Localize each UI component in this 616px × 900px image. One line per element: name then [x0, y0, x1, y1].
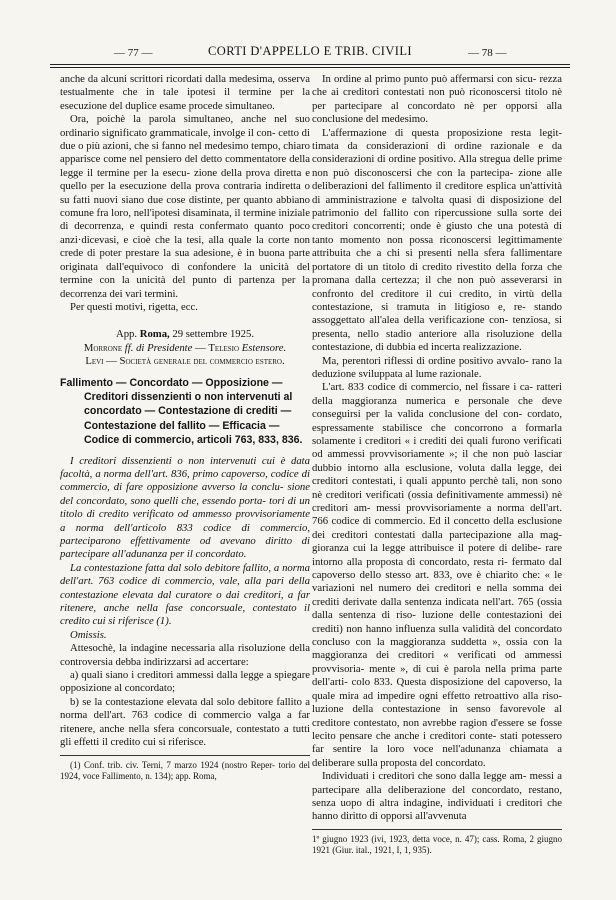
text-line: contestato il credito cui si riferisce (1).	[60, 602, 310, 628]
judges-separator: —	[195, 341, 206, 354]
paragraph-intro	[60, 73, 310, 113]
text-line: tenziosa, si presenta, nello stadio anteriore alla	[312, 314, 562, 340]
text-line: decorrenza, e quindi resta confermato quanto poco	[74, 220, 310, 233]
text-line: luzione della contestazione in senso favorevole al	[312, 703, 562, 716]
text-line: e nella somma dei crediti derivate dalla sentenza	[312, 582, 562, 608]
decision-parties: Levi — Società generale del commercio estero.	[85, 355, 285, 368]
text-line: creditore contestato, non avrebbe ragion d'essere	[312, 716, 528, 729]
text-line: non possa riconoscersi legittimamente attribuita che	[312, 233, 562, 260]
item-a	[60, 669, 310, 696]
text-line: Codice di commercio, articoli 763, 833, 836.	[84, 434, 303, 447]
text-line: se fosse lecito pensare che anche i creditori conte-	[312, 716, 562, 742]
text-line: rano la deduzione sviluppata al lume razionale.	[312, 354, 563, 380]
text-line: ripercussione sulla sorte dei creditori concorrenti;	[312, 207, 562, 233]
text-line: ratteri della maggioranza numerica e personale che	[312, 381, 562, 407]
text-line: (1) Conf. trib. civ. Terni, 7 marzo 1924 (nostro Reper-	[70, 759, 279, 770]
text-line: provvisoriamente a norma dell'articolo 833 codice di	[60, 508, 310, 534]
text-line: a chi si presenti nella sfera fallimentare portatore	[312, 247, 562, 273]
text-line: L'affermazione di questa proposizione resta legit-	[322, 126, 562, 139]
text-line: che non può lasciar dubbio intorno alla esclusione,	[312, 448, 562, 474]
text-line: buona parte originata dall'equivoco di confondere	[60, 247, 310, 273]
text-line: valga a far ritenere, anche nella sfera concorsuale,	[60, 709, 310, 735]
text-line: mira ad impedire ogni effetto retroattivo alla riso-	[339, 689, 562, 702]
text-line: pari della contestazione elevata dal curatore o dai	[60, 575, 311, 601]
text-line: fermato dal capoverso dello stesso art. 833, ove è	[312, 555, 562, 582]
text-line: tori di un titolo di credito verificato od ammesso	[60, 494, 310, 521]
text-line: luzione delle contestazioni dei crediti) non hanno	[312, 609, 563, 635]
text-line: i creditori che hanno diritto di opporsi all'avvenuta	[312, 796, 562, 823]
page-number-right: — 78 —	[468, 47, 507, 59]
text-line: quasi di disposizione del patrimonio del fallito con	[312, 193, 562, 220]
text-line: L'art. 833 codice di commercio, nel fissare i ca-	[322, 381, 537, 394]
text-line: furono verificati od ammessi provvisoriamente »; il	[312, 434, 562, 461]
text-line: due cose distinte, per quanto abbiano comune fra	[60, 193, 310, 220]
text-line: In ordine al primo punto può affermarsi con sicu-	[322, 73, 540, 85]
text-line: Contestazione del fallito — Efficacia —	[84, 419, 280, 432]
decision-date: 29 settembre 1925.	[172, 328, 255, 341]
page-header	[50, 44, 570, 64]
estensore-name: Telesio	[208, 341, 240, 354]
text-line: esplica un'attività di amministrazione e talvolta	[312, 180, 562, 206]
headnote-1	[60, 455, 310, 562]
court-city: Roma,	[139, 328, 170, 341]
text-line: gioranza cui la legge attribuisce il potere di delibe-	[312, 542, 546, 555]
running-title: CORTI D'APPELLO E TRIB. CIVILI	[208, 44, 412, 58]
text-line: Creditori dissenzienti o non intervenuti al	[84, 390, 293, 403]
text-line: tempo, chiaro apparisce come nel pensiero del detto	[60, 140, 311, 166]
header-rule-top	[50, 64, 570, 65]
text-line: La contestazione fatta dal solo debitore fallito, a	[70, 561, 283, 574]
text-line: Attesochè, la indagine necessaria alla risoluzione	[70, 642, 290, 655]
text-line: per la esecuzione del duplice esame procede	[60, 86, 310, 112]
subject-continuation	[60, 390, 310, 448]
text-line: alla conclusione del medesimo.	[312, 99, 562, 126]
text-line: a spiegare opposizione al concordato;	[60, 669, 310, 695]
text-line: anzi·dicevasi, e cioè che la tesi, alla quale la corte	[60, 233, 294, 246]
text-line: osserva testualmente che in tale ipotesi il termine	[60, 73, 310, 99]
text-line: Ora, poichè la parola simultaneo, anche nel suo	[70, 113, 310, 126]
decision-judges-line	[60, 342, 310, 355]
text-line: anche da alcuni scrittori ricordati dalla medesima,	[60, 73, 278, 85]
headnotes	[60, 455, 310, 629]
text-line: indicata nell'art. 765 (ossia dalla sentenza di riso-	[312, 595, 563, 622]
text-line: messi a partecipare alla deliberazione del concordato,	[312, 770, 562, 796]
page-number-left: — 77 —	[114, 47, 153, 59]
text-line: mente », di cui è parola nella prima parte dell'arti-	[312, 662, 562, 689]
text-line: zione alle deliberazioni del fallimento il creditore	[312, 166, 562, 193]
text-line: della prova contraria indiretta o su fatti nuovi siano	[60, 180, 310, 206]
text-line: di un titolo di credito rivestito della forza che	[354, 260, 562, 273]
paragraph-ora	[60, 113, 310, 301]
text-line: rare intorno alla proposta di concordato, resta ri-	[312, 542, 562, 568]
text-line: dei creditori « verificati od ammessi provvisoria-	[312, 649, 562, 675]
paragraph-primo-punto	[312, 73, 562, 127]
footnote-rule	[60, 755, 310, 756]
text-line: partenza per la decorrenza dei vari termini.	[60, 274, 310, 300]
decision-court-line	[60, 328, 310, 341]
text-line: commentatore della legge il termine per la esecu-	[60, 153, 310, 179]
text-line: I creditori dissenzienti o non intervenuti cui è data	[70, 454, 310, 467]
text-line: non crede di poter prestare la sua adesione, è in	[60, 233, 310, 260]
text-line: della controversia debba indirizzarsi ad accertare:	[60, 642, 310, 668]
text-line: in confronto del creditore il cui credito, in virtù	[312, 274, 562, 300]
text-line: titolo nè per partecipare al concordato nè per opporsi	[312, 86, 563, 112]
paragraph-perentori	[312, 355, 562, 382]
text-line: prime non può disconoscersi che con la partecipa-	[312, 153, 562, 179]
text-line: 2 giugno 1921 (Giur. ital., 1921, I, 1, 935).	[312, 833, 562, 855]
text-line: rezza che ai creditori contestati non può riconoscersi	[312, 73, 562, 99]
text-line: colo 833. Questa disposizione del capoverso, la quale	[312, 676, 562, 702]
headnote-2	[60, 562, 310, 629]
subject-first-line: Fallimento — Concordato — Opposizione —	[60, 376, 283, 389]
text-line: deve conseguirsi per la valida conclusione del con-	[312, 394, 562, 421]
text-line: di commercio, di fare opposizione avverso la conclu-	[60, 467, 310, 494]
text-line: formarla solamente i creditori « i crediti dei quali	[312, 421, 562, 447]
text-line: della contestazione, si tramuta in litigioso e, re-	[312, 287, 562, 313]
paragraph-affermazione	[312, 127, 562, 355]
text-line: chiarito che: « le variazioni nel numero dei creditori	[312, 569, 562, 595]
text-line: voluta dalla legge, dei creditori contestati, i quali	[312, 461, 562, 488]
estensore-role: Estensore.	[241, 341, 287, 354]
text-line: cordato, espressamente stabilisce che concorrono a	[312, 408, 562, 434]
text-line: sione del concordato, sono quelli che, essendo porta-	[60, 481, 310, 507]
text-line: creditori contestati dalla partecipazione alla mag-	[331, 528, 562, 541]
text-line: Ma, perentori riflessi di ordine positivo avvalo-	[322, 354, 532, 367]
text-line: b) se la contestazione elevata dal solo debitore	[70, 695, 277, 708]
header-rule-bottom	[50, 67, 570, 68]
text-line: appunto perchè tali, non sono nè creditori verificati	[312, 475, 562, 501]
text-line: diritto di partecipare all'adunanza per il concordato.	[60, 535, 310, 561]
text-line: fallito a norma dell'art. 763 codice di commercio	[60, 695, 310, 722]
text-line: restano, senza uopo di altra indagine, individuati	[312, 783, 562, 809]
text-line: chiamata a deliberare sulla proposta del concordato.	[312, 743, 562, 769]
text-line: contestato a tutti gli effetti il credito cui si riferisce.	[60, 722, 311, 749]
paragraph-art-833	[312, 381, 562, 770]
text-line: norma dell'art. 763 codice di commercio, vale, alla	[60, 561, 310, 588]
text-line: stati potessero far sentire la loro voce nell'adunanza	[312, 729, 562, 756]
text-line: risoluzione della contestazione, di dubbia ed incerta	[312, 327, 562, 354]
footnote-rule-right	[312, 829, 562, 830]
text-line: commercio, parteciparono effettivamente od avevano	[60, 521, 310, 547]
text-line: di commercio. Ed il concetto della esclusione dei	[312, 515, 563, 541]
text-line: creditori, a far ritenere, anche nella fase concorsuale,	[60, 588, 310, 615]
text-line: zione della prova diretta e quello per la esecuzione	[60, 166, 310, 193]
text-line: a) quali siano i creditori ammessi dalla legge	[70, 669, 267, 682]
paragraph-attesoche	[60, 642, 310, 669]
text-line: promana dalla certezza; il che non può asseverarsi	[312, 274, 554, 287]
text-line: la maggioranza suddetta », ossia con la maggioranza	[312, 636, 563, 662]
text-line: stando assoggettato all'alea della verificazione con-	[312, 300, 562, 327]
text-line: ordinario significato grammaticale, involge il con-	[60, 126, 279, 139]
right-column	[312, 73, 562, 856]
text-line: Individuati i creditori che sono dalla legge am-	[322, 770, 530, 783]
item-b	[60, 696, 310, 750]
text-line: torio del 1924, voce Fallimento, n. 134); app. Roma,	[60, 759, 310, 781]
president-role: ff. di Presidente	[124, 341, 193, 354]
subject-heading	[60, 376, 310, 448]
text-line: considerazioni di ordine positivo. Alla stregua delle	[312, 153, 538, 166]
text-line: loro, nell'ipotesi disaminata, il termine iniziale di	[60, 207, 310, 233]
left-column	[60, 73, 310, 782]
text-line: facoltà, a norma dell'art. 836, primo capoverso, codice	[60, 467, 302, 480]
text-line: messi provvisoriamente a norma dell'art. 766 codice	[312, 502, 562, 528]
text-line: simultaneo.	[225, 99, 275, 112]
text-line: concordato — Contestazione di crediti —	[84, 405, 292, 418]
text-line: 1º giugno 1923 (ivi, 1923, detta voce, n. 47); cass. Roma,	[312, 833, 530, 844]
court-prefix: App.	[115, 328, 138, 341]
text-line: influenza sulla validità del concordato concluso con	[312, 622, 562, 649]
text-line: onde è giusto che una potestà di tanto momento	[312, 220, 562, 246]
footnote-1	[60, 760, 310, 782]
closing-formula: Per questi motivi, rigetta, ecc.	[70, 300, 198, 313]
president-name: Morrone	[83, 341, 123, 354]
omissis: Omissis.	[70, 628, 107, 641]
text-line: (ossia definitivamente ammessi) nè creditori am-	[312, 488, 562, 514]
text-line: cetto di due o più azioni, che si fanno nel medesimo	[60, 126, 310, 153]
text-line: timata da considerazioni di ordine razionale e da	[312, 140, 562, 153]
paragraph-individuati	[312, 770, 562, 824]
text-line: realizzazione.	[462, 341, 522, 354]
footnote-1-continued	[312, 834, 562, 856]
text-line: la unicità del termine con la unicità del punto di	[60, 260, 310, 287]
